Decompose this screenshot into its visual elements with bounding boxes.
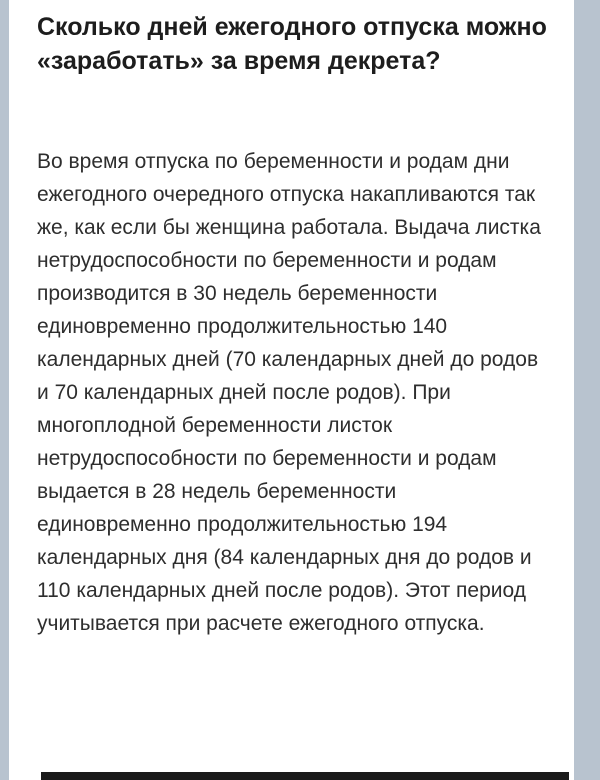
right-border: [574, 0, 600, 780]
article-card: [9, 0, 574, 780]
article-body: Во время отпуска по беременности и родам дни ежегодного очередного отпуска накапливаются так же, как если бы женщина работала. Выдача листка нетрудоспособности по беременности и родам производится в 30 недель беременности единовременно продолжительностью 140 календарных дней (70 календарных дней до родов и 70 календарных дней после родов). При многоплодной беременности листок нетрудоспособности по беременности и родам выдается в 28 недель беременности единовременно продолжительностью 194 календарных дня (84 календарных дня до родов и 110 календарных дней после родов). Этот период учитывается при расчете ежегодного отпуска.: [37, 150, 541, 635]
bottom-divider: [41, 772, 569, 780]
left-border: [0, 0, 9, 780]
article-title: Сколько дней ежегодного отпуска можно «заработать» за время декрета?: [37, 13, 547, 75]
